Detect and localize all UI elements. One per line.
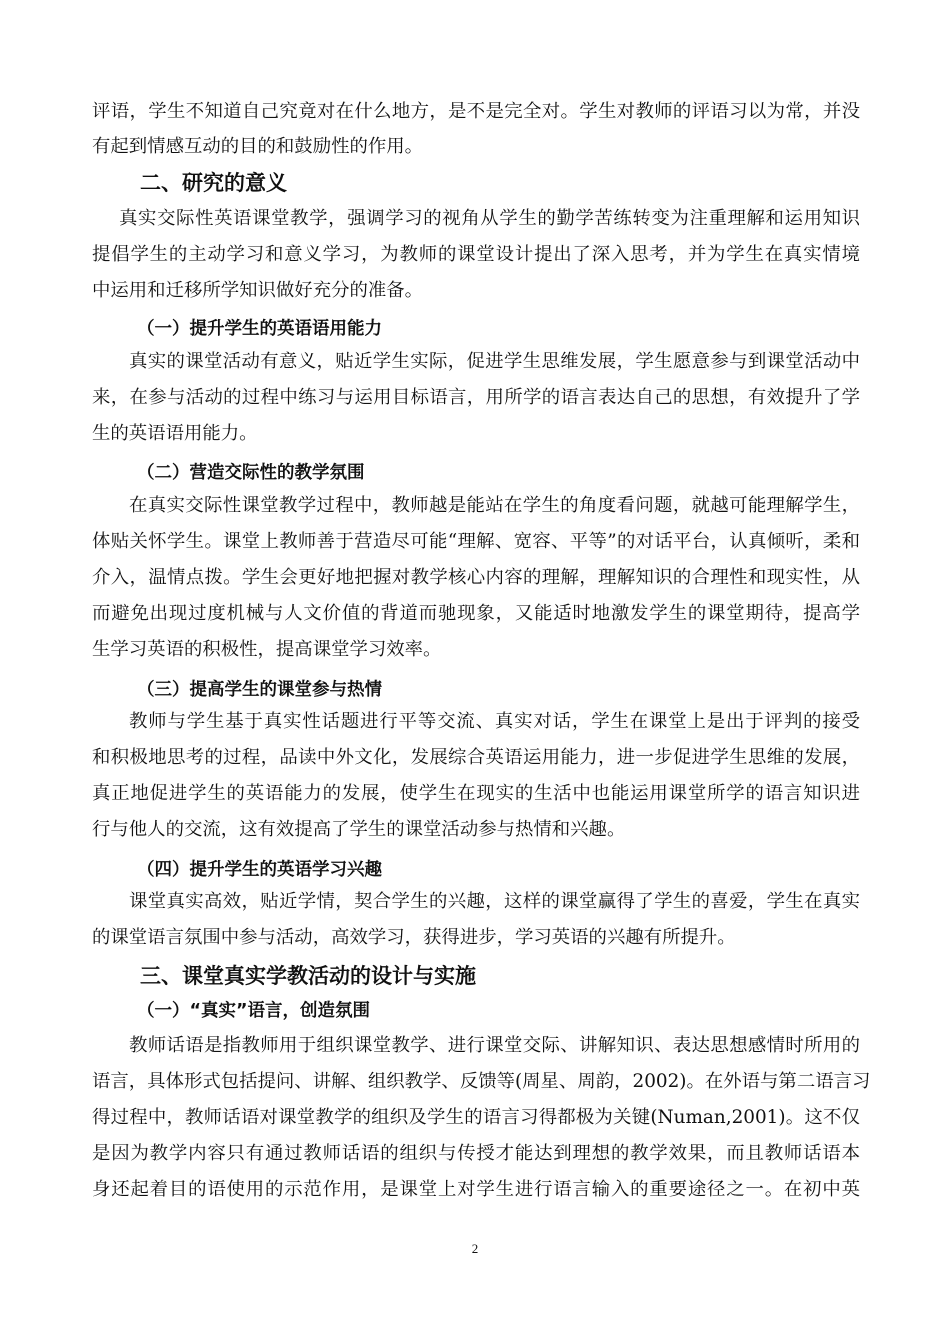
section-heading: 二、研究的意义 [140, 171, 287, 195]
body-line: 是因为教学内容只有通过教师话语的组织与传授才能达到理想的教学效果，而且教师话语本 [92, 1143, 860, 1164]
body-line: 课堂真实高效，贴近学情，契合学生的兴趣，这样的课堂赢得了学生的喜爱，学生在真实 [129, 891, 860, 912]
body-line: 身还起着目的语使用的示范作用，是课堂上对学生进行语言输入的重要途径之一。在初中英 [92, 1179, 860, 1200]
body-line: 真正地促进学生的英语能力的发展，使学生在现实的生活中也能运用课堂所学的语言知识进 [92, 783, 860, 804]
page-number: 2 [471, 1241, 479, 1256]
section-heading: 三、课堂真实学教活动的设计与实施 [140, 964, 476, 988]
body-line: 在真实交际性课堂教学过程中，教师越是能站在学生的角度看问题，就越可能理解学生， [129, 495, 860, 516]
body-line: 教师与学生基于真实性话题进行平等交流、真实对话，学生在课堂上是出于评判的接受 [129, 711, 860, 732]
body-line: 教师话语是指教师用于组织课堂教学、进行课堂交际、讲解知识、表达思想感情时所用的 [129, 1035, 860, 1056]
body-line: 生学习英语的积极性，提高课堂学习效率。 [92, 639, 442, 660]
body-line: 和积极地思考的过程，品读中外文化，发展综合英语运用能力，进一步促进学生思维的发展， [92, 747, 860, 768]
body-line: 真实交际性英语课堂教学，强调学习的视角从学生的勤学苦练转变为注重理解和运用知识 [119, 208, 860, 229]
body-line: 提倡学生的主动学习和意义学习，为教师的课堂设计提出了深入思考，并为学生在真实情境 [92, 244, 860, 265]
body-line: 的课堂语言氛围中参与活动，高效学习，获得进步，学习英语的兴趣有所提升。 [92, 927, 736, 948]
body-line: 体贴关怀学生。课堂上教师善于营造尽可能“理解、宽容、平等”的对话平台，认真倾听，柔和 [92, 531, 860, 552]
body-line: 真实的课堂活动有意义，贴近学生实际，促进学生思维发展，学生愿意参与到课堂活动中 [129, 351, 860, 372]
subsection-heading: （三）提高学生的课堂参与热情 [137, 680, 382, 700]
body-line: 评语，学生不知道自己究竟对在什么地方，是不是完全对。学生对教师的评语习以为常，并没 [92, 101, 860, 122]
subsection-heading: （四）提升学生的英语学习兴趣 [137, 860, 382, 880]
body-line: 而避免出现过度机械与人文价值的背道而驰现象，又能适时地激发学生的课堂期待，提高学 [92, 603, 860, 624]
subsection-heading: （一）“真实”语言，创造氛围 [137, 1001, 371, 1021]
body-line: 介入，温情点拨。学生会更好地把握对教学核心内容的理解，理解知识的合理性和现实性，从 [92, 567, 860, 588]
subsection-heading: （二）营造交际性的教学氛围 [137, 463, 365, 483]
body-line: 生的英语语用能力。 [92, 423, 258, 444]
body-line: 行与他人的交流，这有效提高了学生的课堂活动参与热情和兴趣。 [92, 819, 626, 840]
body-line: 语言，具体形式包括提问、讲解、组织教学、反馈等(周星、周韵，2002)。在外语与第二语言习 [92, 1071, 871, 1092]
body-line: 有起到情感互动的目的和鼓励性的作用。 [92, 136, 424, 157]
body-line: 中运用和迁移所学知识做好充分的准备。 [92, 280, 424, 301]
body-line: 来，在参与活动的过程中练习与运用目标语言，用所学的语言表达自己的思想，有效提升了学 [92, 387, 860, 408]
body-line: 得过程中，教师话语对课堂教学的组织及学生的语言习得都极为关键(Numan,2001)。这不仅 [92, 1107, 860, 1128]
subsection-heading: （一）提升学生的英语语用能力 [137, 319, 382, 339]
